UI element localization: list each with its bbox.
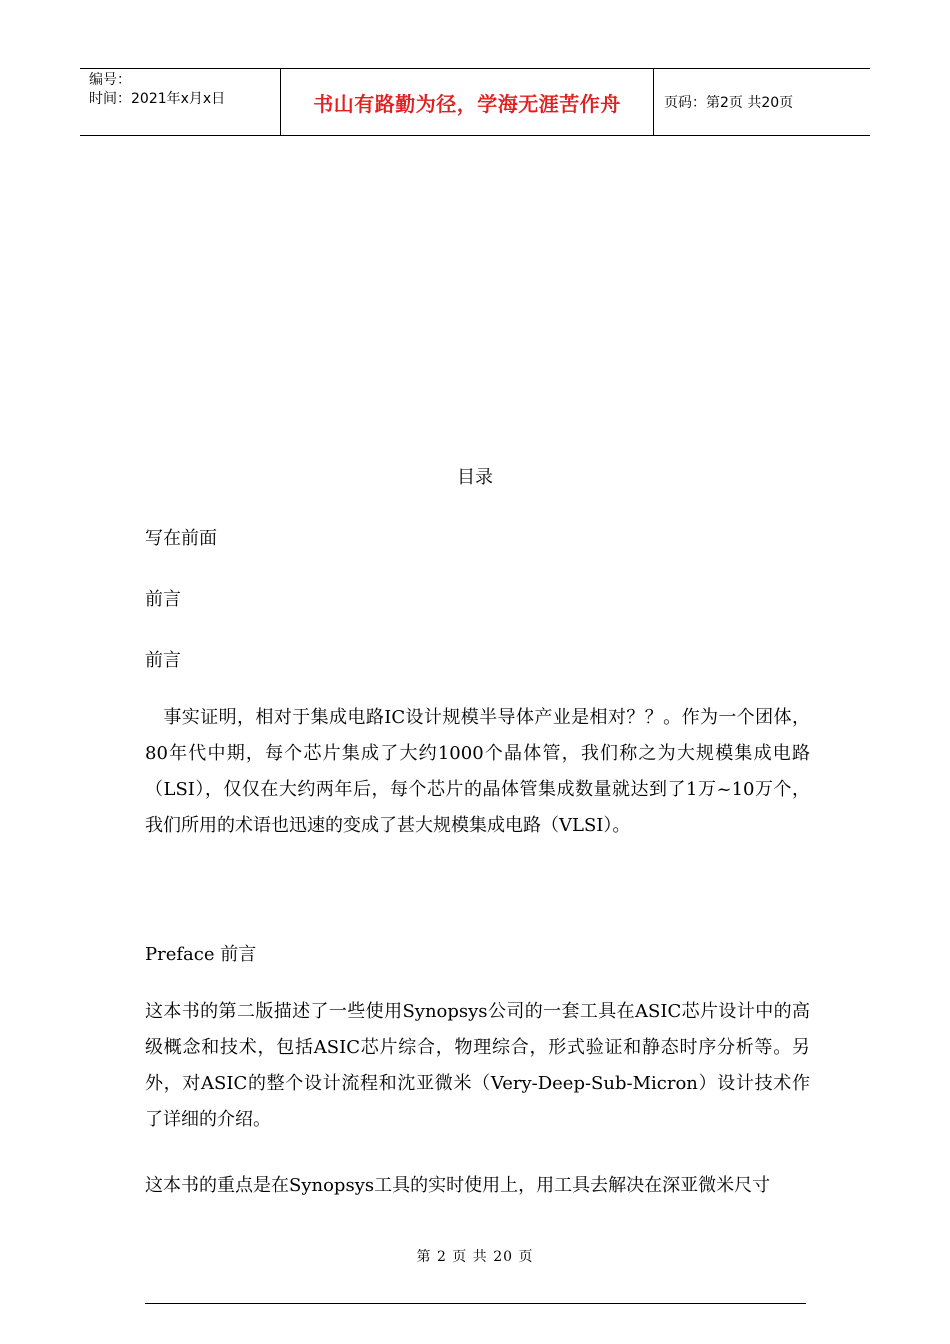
toc-title: 目录 <box>457 467 493 488</box>
footer-divider <box>145 1303 806 1304</box>
header-meta <box>80 69 281 135</box>
page-header <box>80 68 870 136</box>
footer-page-number: 第 2 页 共 20 页 <box>416 1249 534 1265</box>
body-paragraph: 这本书的第二版描述了一些使用Synopsys公司的一套工具在ASIC芯片设计中的高级概念和技术，包括ASIC芯片综合，物理综合，形式验证和静态时序分析等。另外，对ASIC的整个设计流程和沈亚微米（Very-Deep-Sub-Micron）设计技术作了详细的介绍。 <box>145 1001 810 1130</box>
header-motto: 书山有路勤为径，学海无涯苦作舟 <box>313 91 621 116</box>
header-page-info: 页码：第2页 共20页 <box>664 95 794 111</box>
document-time: 时间：2021年x月x日 <box>89 91 226 107</box>
body-paragraph: 这本书的重点是在Synopsys工具的实时使用上，用工具去解决在深亚微米尺寸 <box>145 1175 771 1196</box>
toc-item: 前言 <box>145 589 181 610</box>
preface-heading: Preface 前言 <box>145 944 257 965</box>
document-number-label: 编号： <box>89 72 131 88</box>
body-paragraph: 事实证明，相对于集成电路IC设计规模半导体产业是相对？？。作为一个团体，80年代中期，每个芯片集成了大约1000个晶体管，我们称之为大规模集成电路（LSI），仅仅在大约两年后，每个芯片的晶体管集成数量就达到了1万~10万个，我们所用的术语也迅速的变成了甚大规模集成电路（VLSI）。 <box>145 707 810 836</box>
toc-item: 前言 <box>145 650 181 671</box>
header-motto-cell <box>281 69 654 135</box>
toc-item: 写在前面 <box>145 528 217 549</box>
header-page-info-cell <box>654 69 870 135</box>
